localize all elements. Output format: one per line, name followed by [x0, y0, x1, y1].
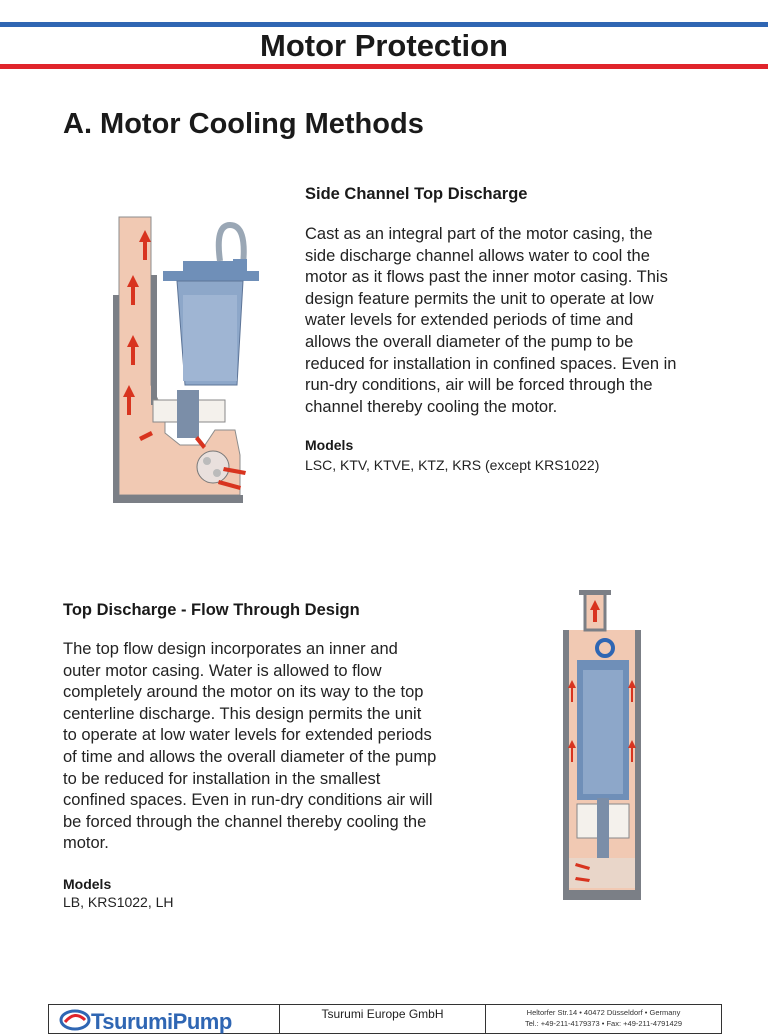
text-line: to be reduced for installation in the smallest	[63, 769, 381, 788]
text-line: reduced for installation in confined spaces. Even in	[305, 354, 677, 373]
text-line: allows the overall diameter of the pump to be	[305, 332, 634, 351]
side-channel-heading: Side Channel Top Discharge	[305, 185, 528, 203]
footer	[48, 1004, 722, 1034]
text-line: completely around the motor on its way to the top	[63, 683, 424, 702]
text-line: The top flow design incorporates an inner and	[63, 640, 398, 658]
page-title: Motor Protection	[260, 28, 508, 63]
section-title: A. Motor Cooling Methods	[63, 108, 424, 140]
side-channel-models-value: LSC, KTV, KTVE, KTZ, KRS (except KRS1022)	[305, 457, 600, 473]
top-discharge-models-label: Models	[63, 876, 112, 892]
side-channel-models-label: Models	[305, 437, 354, 453]
text-line: design feature permits the unit to operate at low	[305, 289, 654, 308]
footer-address	[486, 1005, 721, 1033]
tsurumi-logo-icon	[59, 1008, 91, 1032]
text-line: to operate at low water levels for extended periods	[63, 726, 432, 745]
text-line: channel thereby cooling the motor.	[305, 397, 558, 416]
text-line: centerline discharge. This design permits the unit	[63, 704, 422, 723]
text-line: run-dry conditions, air will be forced through the	[305, 376, 653, 395]
flow-through-pump-illustration	[555, 590, 650, 905]
text-line: water levels for extended periods of time and	[305, 311, 634, 330]
top-discharge-description	[63, 639, 436, 855]
text-line: motor.	[63, 834, 109, 853]
footer-company: Tsurumi Europe GmbH	[280, 1005, 486, 1033]
address-line: Heltorfer Str.14 • 40472 Düsseldorf • Germany	[526, 1008, 681, 1017]
text-line: confined spaces. Even in run-dry conditions air will	[63, 791, 433, 810]
text-line: of time and allows the overall diameter of the pump	[63, 747, 437, 766]
side-channel-description	[305, 224, 676, 418]
logo-text: TsurumiPump	[91, 1009, 232, 1034]
text-line: Cast as an integral part of the motor casing, the	[305, 225, 653, 243]
header-stripe-red	[0, 64, 768, 69]
side-channel-pump-illustration	[105, 205, 265, 510]
text-line: be forced through the channel thereby cooling the	[63, 812, 427, 831]
text-line: outer motor casing. Water is allowed to flow	[63, 661, 382, 680]
address-line: Tel.: +49-211-4179373 • Fax: +49-211-4791429	[524, 1019, 683, 1028]
footer-logo	[49, 1005, 280, 1033]
text-line: side discharge channel allows water to cool the	[305, 246, 650, 265]
text-line: motor as it flows past the inner motor casing. This	[305, 268, 668, 287]
top-discharge-models-value: LB, KRS1022, LH	[63, 894, 174, 910]
top-discharge-heading: Top Discharge - Flow Through Design	[63, 601, 360, 619]
